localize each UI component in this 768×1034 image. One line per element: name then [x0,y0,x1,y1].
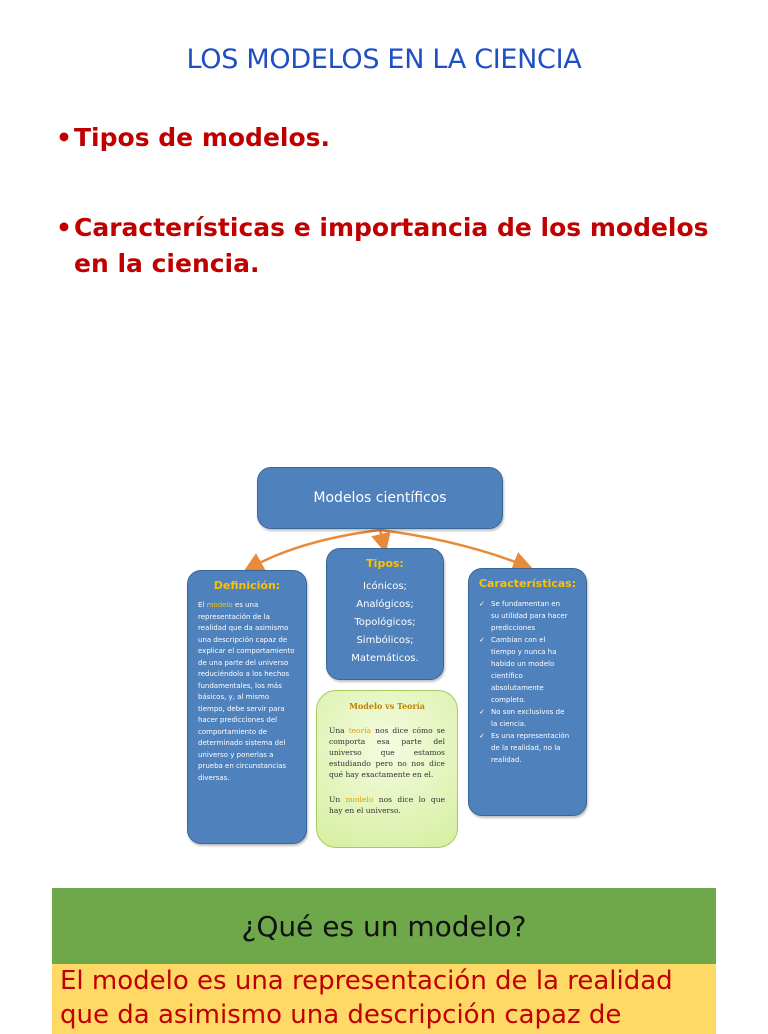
question-text: ¿Qué es un modelo? [241,909,527,943]
node-modelo-vs-teoria [316,690,458,848]
caracteristica-item: ✓ Se fundamentan en su utilidad para hacer predicciones [479,600,568,632]
bullet-text: Características e importancia de los modelos en la ciencia. [74,213,709,278]
check-icon: ✓ [479,732,485,740]
answer-text: El modelo es una representación de la realidad que da asimismo una descripción capaz de [60,966,673,1030]
check-icon: ✓ [479,636,485,644]
tipo-item: Simbólicos; [356,635,414,646]
bullet-marker: • [56,123,72,152]
check-icon: ✓ [479,708,485,716]
node-title: Características: [478,577,577,590]
caracteristica-item: ✓ No son exclusivos de la ciencia. [479,708,565,728]
definicion-text: El modelo es una representación de la realidad que da asimismo una descripción capaz de explicar el comportamiento de una parte del universo reduciéndolo a los hechos fundamentales, los más básicos, y, al mismo tiempo, debe servir para hacer predicciones del comportamiento de determinado sistema del universo y ponerlas a prueba en circunstancias diversas. [198,601,295,782]
caracteristica-item: ✓ Cambian con el tiempo y nunca ha habido un modelo científico absolutamente completo. [479,636,557,704]
arrow-to-tipos [380,530,384,546]
node-title: Tipos: [366,557,404,570]
bullet-tipos [58,120,718,156]
tipos-list [333,578,437,668]
check-icon: ✓ [479,600,485,608]
caracteristica-item: ✓ Es una representación de la realidad, no la realidad. [479,732,570,764]
node-label: Modelos científicos [313,490,447,506]
highlight-word: teoría [348,726,372,735]
tipo-item: Matemáticos. [351,653,419,664]
node-modelos-cientificos [257,467,503,529]
node-definicion [187,570,307,844]
question-banner [52,888,716,964]
caracteristicas-list [477,598,578,766]
node-tipos [326,548,444,680]
node-title: Definición: [213,579,281,592]
slide-title: LOS MODELOS EN LA CIENCIA [186,44,582,75]
bullet-marker: • [56,213,72,242]
modelo-paragraph: Un modelo nos dice lo que hay en el universo. [329,795,445,815]
tipo-item: Analógicos; [356,599,414,610]
teoria-paragraph: Una teoría nos dice cómo se comporta esa parte del universo que estamos estudiando pero no nos dice qué hay exactamente en el. [329,726,445,779]
tipo-item: Topológicos; [354,617,416,628]
highlight-word: modelo [345,795,374,804]
tipo-item: Icónicos; [363,581,407,592]
node-caracteristicas [468,568,587,816]
node-title: Modelo vs Teoría [349,701,425,711]
highlight-word: modelo [206,601,233,609]
bullet-caracteristicas [58,210,718,282]
bullet-text: Tipos de modelos. [74,123,331,152]
